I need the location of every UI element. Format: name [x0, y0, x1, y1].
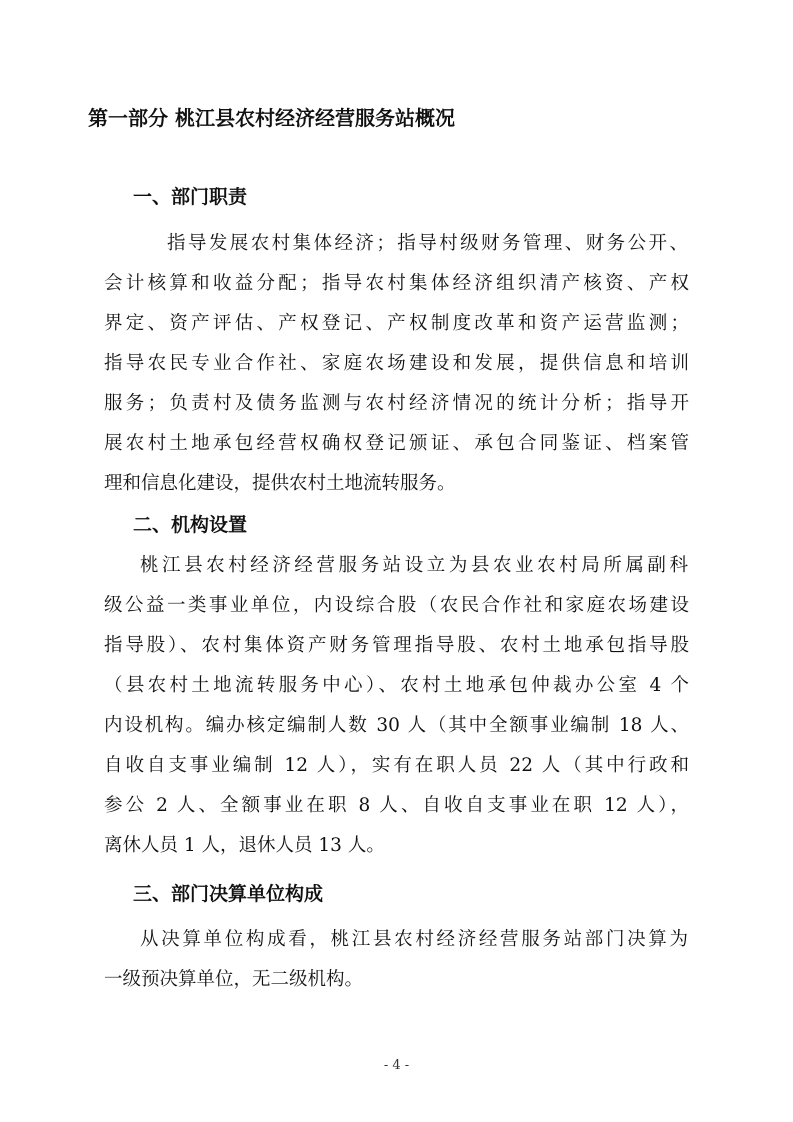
page-number: - 4 - — [383, 1058, 410, 1073]
paragraph-line: 桃江县农村经济经营服务站设立为县农业农村局所属副科 — [140, 555, 688, 576]
section-heading-duties: 一、部门职责 — [133, 186, 248, 208]
paragraph-line: 内设机构。编办核定编制人数 30 人（其中全额事业编制 18 人、 — [104, 715, 689, 736]
paragraph-line: 展农村土地承包经营权确权登记颁证、承包合同鉴证、档案管 — [104, 433, 689, 454]
section-heading-organization: 二、机构设置 — [133, 514, 248, 536]
paragraph-line: （县农村土地流转服务中心）、农村土地承包仲裁办公室 4 个 — [104, 675, 689, 696]
paragraph-line: 自收自支事业编制 12 人），实有在职人员 22 人（其中行政和 — [104, 755, 689, 776]
paragraph-line: 界定、资产评估、产权登记、产权制度改革和资产运营监测； — [104, 313, 689, 334]
paragraph-line: 离休人员 1 人，退休人员 13 人。 — [104, 835, 385, 856]
paragraph-line: 指导发展农村集体经济；指导村级财务管理、财务公开、 — [167, 233, 688, 254]
paragraph-line: 一级预决算单位，无二级机构。 — [104, 969, 364, 990]
paragraph-line: 参公 2 人、全额事业在职 8 人、自收自支事业在职 12 人）， — [104, 795, 689, 816]
page-title: 第一部分 桃江县农村经济经营服务站概况 — [88, 106, 455, 130]
paragraph-line: 指导农民专业合作社、家庭农场建设和发展，提供信息和培训 — [104, 353, 689, 374]
paragraph-line: 理和信息化建设，提供农村土地流转服务。 — [104, 473, 456, 494]
paragraph-line: 级公益一类事业单位，内设综合股（农民合作社和家庭农场建设 — [104, 595, 689, 616]
paragraph-line: 会计核算和收益分配；指导农村集体经济组织清产核资、产权 — [104, 273, 689, 294]
section-heading-budget-units: 三、部门决算单位构成 — [133, 883, 324, 905]
paragraph-line: 指导股）、农村集体资产财务管理指导股、农村土地承包指导股 — [104, 635, 689, 656]
paragraph-line: 服务；负责村及债务监测与农村经济情况的统计分析；指导开 — [104, 393, 689, 414]
paragraph-line: 从决算单位构成看，桃江县农村经济经营服务站部门决算为 — [140, 929, 688, 950]
